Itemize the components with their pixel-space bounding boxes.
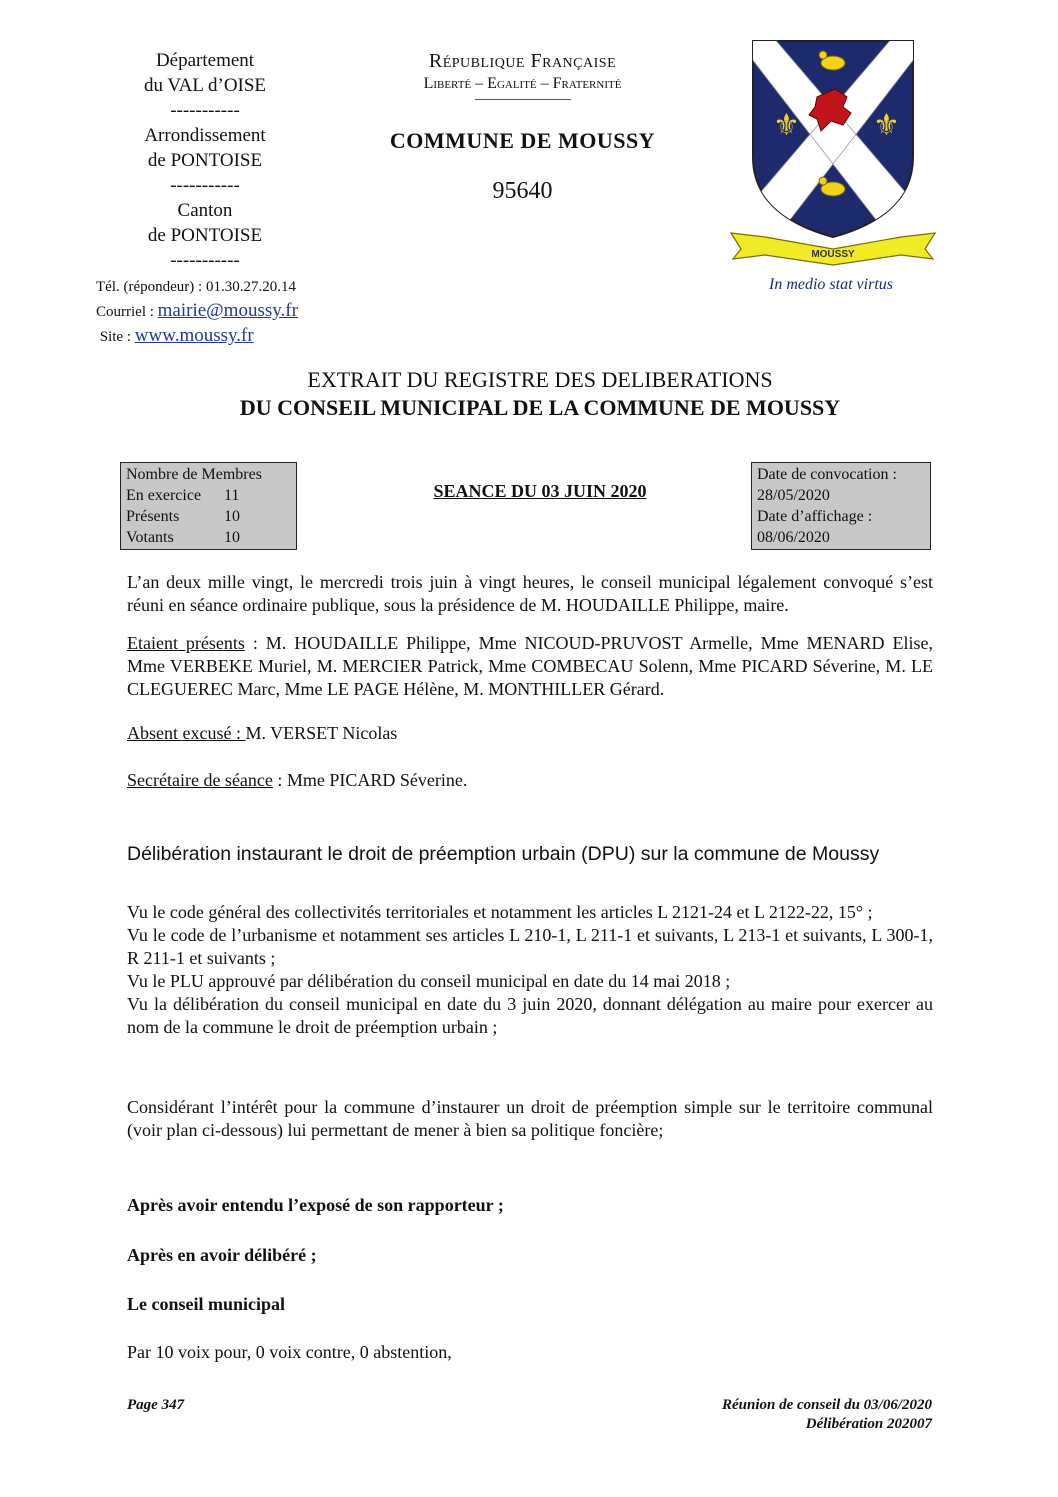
deliberation-title: Délibération instaurant le droit de préemption urbain (DPU) sur la commune de Moussy — [127, 843, 880, 865]
footer-reunion: Réunion de conseil du 03/06/2020 — [721, 1397, 932, 1413]
members-row-value: 11 — [224, 487, 240, 504]
site-link[interactable]: www.moussy.fr — [134, 325, 254, 346]
separator-dashes: ----------- — [170, 250, 240, 271]
members-row-value: 10 — [224, 529, 240, 546]
secretary-label: Secrétaire de séance — [127, 770, 273, 790]
canton-line: de PONTOISE — [147, 225, 263, 246]
members-box — [120, 462, 297, 550]
absent-name: M. VERSET Nicolas — [245, 723, 398, 743]
phone-line: Tél. (répondeur) : 01.30.27.20.14 — [96, 279, 296, 295]
separator-dashes: ----------- — [170, 175, 240, 196]
vu-item: Vu le code de l’urbanisme et notamment ses articles L 210-1, L 211-1 et suivants, L 213-1 et suivants, L 300-1, R 211-1 et suivants ; — [127, 925, 933, 968]
coat-of-arms-icon — [725, 37, 937, 267]
members-row-label: En exercice — [126, 487, 202, 504]
separator-dashes: ----------- — [170, 100, 240, 121]
commune-name: COMMUNE DE MOUSSY — [389, 128, 656, 153]
vu-item: Vu le PLU approuvé par délibération du conseil municipal en date du 14 mai 2018 ; — [127, 971, 731, 991]
intro-paragraph: L’an deux mille vingt, le mercredi trois juin à vingt heures, le conseil municipal légalement convoqué s’est réuni en séance ordinaire publique, sous la présidence de M. HOUDAILLE Philippe, maire. — [127, 572, 933, 615]
secretary-name: : Mme PICARD Séverine. — [272, 770, 468, 790]
vote-result: Par 10 voix pour, 0 voix contre, 0 abstention, — [127, 1342, 452, 1362]
members-row — [126, 527, 291, 548]
convocation-label: Date de convocation : — [757, 466, 897, 483]
present-paragraph — [127, 632, 933, 701]
absent-paragraph — [127, 722, 933, 745]
postal-code: 95640 — [492, 178, 553, 204]
site-line — [96, 324, 298, 349]
vu-item: Vu la délibération du conseil municipal en date du 3 juin 2020, donnant délégation au maire pour exercer au nom de la commune le droit de préemption urbain ; — [127, 994, 933, 1037]
svg-text:⚜: ⚜ — [773, 108, 800, 143]
affichage-date: 08/06/2020 — [757, 529, 830, 546]
email-link[interactable]: mairie@moussy.fr — [157, 300, 298, 321]
canton-line: Canton — [177, 200, 233, 221]
vu-item: Vu le code général des collectivités territoriales et notamment les articles L 2121-24 et L 2122-22, 15° ; — [127, 902, 873, 922]
republic-motto: Liberté – Egalité – Fraternité — [423, 75, 622, 92]
arrondissement-line: Arrondissement — [144, 125, 266, 146]
heading-line-1: EXTRAIT DU REGISTRE DES DELIBERATIONS — [307, 367, 773, 392]
email-label: Courriel : — [96, 304, 158, 320]
apres-delibere: Après en avoir délibéré ; — [127, 1245, 317, 1265]
footer-deliberation: Délibération 202007 — [805, 1416, 932, 1432]
heading-line-2: DU CONSEIL MUNICIPAL DE LA COMMUNE DE MOUSSY — [239, 395, 841, 420]
contact-block — [96, 275, 298, 349]
site-label: Site : — [99, 329, 135, 345]
coat-of-arms — [725, 37, 937, 267]
convocation-date: 28/05/2020 — [757, 487, 830, 504]
department-block — [105, 48, 305, 273]
members-row — [126, 485, 291, 506]
apres-rapporteur: Après avoir entendu l’exposé de son rapporteur ; — [127, 1195, 504, 1215]
seance-date: SEANCE DU 03 JUIN 2020 — [433, 481, 647, 501]
vu-paragraph — [127, 901, 933, 1039]
present-list: : M. HOUDAILLE Philippe, Mme NICOUD-PRUVOST Armelle, Mme MENARD Elise, Mme VERBEKE Muriel, M. MERCIER Patrick, Mme COMBECAU Solenn, Mme PICARD Séverine, M. LE CLEGUEREC Marc, Mme LE PAGE Hélène, M. MONTHILLER Gérard. — [127, 633, 933, 699]
email-line — [96, 299, 298, 324]
divider — [475, 99, 571, 100]
members-title: Nombre de Membres — [126, 466, 262, 483]
svg-text:⚜: ⚜ — [873, 108, 900, 143]
members-row — [126, 506, 291, 527]
absent-label: Absent excusé : — [127, 723, 246, 743]
secretary-paragraph — [127, 769, 933, 792]
department-line: Département — [155, 50, 255, 71]
department-line: du VAL d’OISE — [143, 75, 267, 96]
present-label: Etaient présents — [127, 633, 245, 653]
members-row-label: Votants — [126, 529, 174, 546]
republic-title: République Française — [428, 50, 617, 72]
convocation-box — [751, 462, 931, 550]
members-row-value: 10 — [224, 508, 240, 525]
page-number: Page 347 — [127, 1397, 185, 1413]
document-heading — [120, 366, 960, 422]
crest-banner-text: MOUSSY — [811, 249, 855, 260]
republic-header — [340, 50, 705, 205]
members-row-label: Présents — [126, 508, 180, 525]
conseil-municipal: Le conseil municipal — [127, 1294, 286, 1314]
footer-meeting — [722, 1396, 932, 1434]
crest-motto: In medio stat virtus — [769, 276, 893, 293]
affichage-label: Date d’affichage : — [757, 508, 873, 525]
considerant-paragraph: Considérant l’intérêt pour la commune d’instaurer un droit de préemption simple sur le territoire communal (voir plan ci-dessous) lui permettant de mener à bien sa politique foncière; — [127, 1097, 933, 1140]
arrondissement-line: de PONTOISE — [147, 150, 263, 171]
